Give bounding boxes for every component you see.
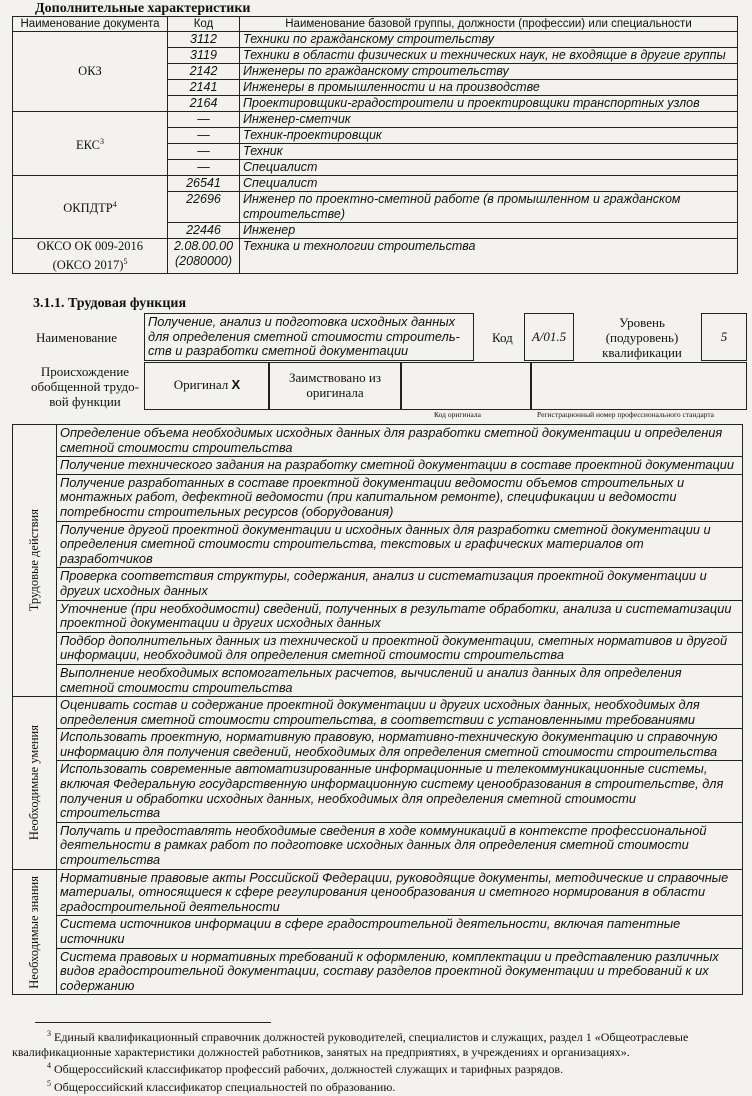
code-cell: —	[168, 112, 240, 128]
original-mark: X	[231, 377, 241, 392]
code-cell: 3119	[168, 48, 240, 64]
table-row	[13, 457, 743, 475]
name-cell: Инженеры в промышленности и на производстве	[240, 80, 738, 96]
footnote-ref: 5	[123, 257, 128, 266]
code-cell: 22446	[168, 223, 240, 239]
item-text: Определение объема необходимых исходных данных для разработки сметной документации и определения сметной стоимости строительства	[57, 425, 743, 457]
code-cell: 2141	[168, 80, 240, 96]
category-label: Необходимые знания	[27, 875, 42, 989]
code-cell: —	[168, 160, 240, 176]
code-original-caption: Код оригинала	[434, 410, 481, 419]
function-name-value: Получение, анализ и подготовка исходных данных для определения сметной стоимости строитель-ств и разработки сметной документации	[148, 314, 460, 358]
table-row	[13, 822, 743, 869]
category-cell	[13, 425, 57, 697]
category-cell	[13, 869, 57, 995]
footnote-5	[12, 1077, 742, 1095]
table-row	[13, 239, 738, 274]
level-box	[701, 313, 747, 361]
footnote-number: 4	[47, 1061, 51, 1070]
code-label: Код	[492, 330, 513, 345]
column-header: Код	[168, 17, 240, 32]
item-text: Проверка соответствия структуры, содержания, анализ и систематизация проектной документации и других исходных данных	[57, 568, 743, 600]
name-cell: Специалист	[240, 160, 738, 176]
code-cell: 3112	[168, 32, 240, 48]
name-cell: Инженер по проектно-сметной работе (в промышленном и гражданском строительстве)	[240, 192, 738, 223]
doc-name-cell	[13, 112, 168, 176]
doc-name-cell	[13, 32, 168, 112]
footnote-text: Общероссийский классификатор профессий рабочих, должностей служащих и тарифных разрядов.	[54, 1062, 564, 1076]
table-row	[13, 664, 743, 696]
doc-name: ЕКС	[76, 138, 100, 153]
doc-name: ОКСО ОК 009-2016	[37, 239, 143, 253]
name-cell: Техника и технологии строительства	[240, 239, 738, 274]
level-label: Уровень (подуровень) квалификации	[602, 315, 682, 360]
original-label: Оригинал	[173, 377, 229, 392]
name-cell: Техники по гражданскому строительству	[240, 32, 738, 48]
code-value: (2080000)	[175, 254, 232, 268]
column-header: Наименование базовой группы, должности (профессии) или специальности	[240, 17, 738, 32]
item-text: Уточнение (при необходимости) сведений, полученных в результате обработки, анализа и систематизации проектной документации и других исходных данных	[57, 600, 743, 632]
function-code-box	[524, 313, 574, 361]
name-cell: Инженеры по гражданскому строительству	[240, 64, 738, 80]
original-box	[144, 362, 270, 410]
table-row	[13, 729, 743, 761]
footnote-divider	[35, 1022, 271, 1023]
table-row	[13, 600, 743, 632]
table-row	[13, 697, 743, 729]
name-label: Наименование	[36, 330, 117, 345]
labor-function-table	[12, 424, 743, 995]
footnote-4	[12, 1059, 742, 1077]
item-text: Оценивать состав и содержание проектной документации и других исходных данных, необходимых для определения сметной стоимости строительства, в соответствии с установленными требованиями	[57, 697, 743, 729]
item-text: Система правовых и нормативных требований к оформлению, комплектации и представлению различных видов градостроительной документации, составу разделов проектной документации и требований к их содержанию	[57, 948, 743, 995]
section-title: Дополнительные характеристики	[35, 1, 251, 16]
table-row	[13, 32, 738, 48]
reg-number-caption: Регистрационный номер профессионального стандарта	[537, 410, 715, 419]
borrowed-label: Заимствовано из оригинала	[288, 370, 381, 400]
footnote-text: Общероссийский классификатор специальностей по образованию.	[54, 1079, 396, 1094]
doc-name-cell	[13, 239, 168, 274]
table-row	[13, 176, 738, 192]
category-cell	[13, 697, 57, 870]
footnote-number: 5	[47, 1078, 51, 1088]
table-row	[13, 474, 743, 521]
footnote-ref: 3	[100, 136, 104, 146]
name-cell: Техники в области физических и технических наук, не входящие в другие группы	[240, 48, 738, 64]
code-original-box	[400, 362, 532, 410]
item-text: Использовать проектную, нормативную правовую, нормативно-техническую документацию и справочную информацию для получения сведений, необходимых для определения сметной стоимости строительства	[57, 729, 743, 761]
code-cell: —	[168, 144, 240, 160]
item-text: Получать и предоставлять необходимые сведения в ходе коммуникаций в контексте профессиональной деятельности в рамках работ по подготовке исходных данных для определения сметной стоимости строительства	[57, 822, 743, 869]
footnote-3	[12, 1027, 742, 1059]
code-cell: 26541	[168, 176, 240, 192]
footnote-ref: 4	[112, 200, 117, 210]
function-name-box	[144, 313, 474, 361]
table-row	[13, 568, 743, 600]
level-value: 5	[720, 329, 728, 344]
item-text: Система источников информации в сфере градостроительной деятельности, включая патентные источники	[57, 916, 743, 948]
item-text: Использовать современные автоматизированные информационные и телекоммуникационные системы, включая Федеральную государственную информационную систему ценообразования в строительстве, для получения и обработки исходных данных, необходимых для определения сметной стоимости строительства	[57, 761, 743, 822]
doc-name: (ОКСО 2017)	[52, 258, 124, 273]
item-text: Получение другой проектной документации и исходных данных для разработки сметной документации и определения сметной стоимости строительства, текстовых и графических материалов от разработчиков	[57, 521, 743, 568]
item-text: Получение разработанных в составе проектной документации ведомости объемов строительных и монтажных работ, дефектной ведомости (при капитальном ремонте), спецификации и ведомости потребности строительных ресурсов (оборудования)	[57, 474, 743, 521]
borrowed-box	[268, 362, 402, 410]
item-text: Получение технического задания на разработку сметной документации в составе проектной документации	[57, 457, 743, 475]
table-row	[13, 761, 743, 822]
name-cell: Техник-проектировщик	[240, 128, 738, 144]
name-cell: Проектировщики-градостроители и проектировщики транспортных узлов	[240, 96, 738, 112]
function-title: 3.1.1. Трудовая функция	[33, 296, 187, 311]
footnotes	[12, 1027, 742, 1094]
item-text: Подбор дополнительных данных из технической и проектной документации, сметных нормативов и другой информации, необходимой для определения сметной стоимости строительства	[57, 632, 743, 664]
item-text: Нормативные правовые акты Российской Федерации, руководящие документы, методические и справочные материалы, относящиеся к сфере регулирования ценообразования и сметного нормирования в области градостроительной деятельности	[57, 869, 743, 916]
name-cell: Инженер-сметчик	[240, 112, 738, 128]
code-cell: 2142	[168, 64, 240, 80]
name-cell: Инженер	[240, 223, 738, 239]
doc-name: ОКПДТР	[63, 201, 113, 216]
code-cell: 2164	[168, 96, 240, 112]
name-cell: Техник	[240, 144, 738, 160]
reg-number-box	[530, 362, 747, 410]
category-label: Необходимые умения	[27, 725, 42, 841]
doc-name-cell	[13, 176, 168, 239]
footnote-text: Единый квалификационный справочник должностей руководителей, специалистов и служащих, раздел 1 «Общеотраслевые квалификационные характеристики должностей работников, занятых на предприятиях, в учреждениях и организациях».	[12, 1030, 689, 1059]
function-code-value: A/01.5	[531, 329, 567, 344]
origin-label: Происхождение обобщенной трудо-вой функции	[31, 364, 139, 409]
classification-table	[12, 16, 738, 274]
table-header-row	[13, 17, 738, 32]
category-label: Трудовые действия	[27, 509, 42, 612]
original-cell	[145, 377, 269, 393]
code-cell: —	[168, 128, 240, 144]
doc-name: ОКЗ	[78, 64, 102, 78]
item-text: Выполнение необходимых вспомогательных расчетов, вычислений и анализ данных для определения сметной стоимости строительства	[57, 664, 743, 696]
table-row	[13, 869, 743, 916]
code-cell	[168, 239, 240, 274]
table-row	[13, 425, 743, 457]
column-header: Наименование документа	[13, 17, 168, 32]
code-cell: 22696	[168, 192, 240, 223]
footnote-number: 3	[47, 1029, 51, 1038]
table-row	[13, 632, 743, 664]
table-row	[13, 916, 743, 948]
table-row	[13, 948, 743, 995]
name-cell: Специалист	[240, 176, 738, 192]
code-value: 2.08.00.00	[173, 239, 234, 253]
table-row	[13, 521, 743, 568]
table-row	[13, 112, 738, 128]
